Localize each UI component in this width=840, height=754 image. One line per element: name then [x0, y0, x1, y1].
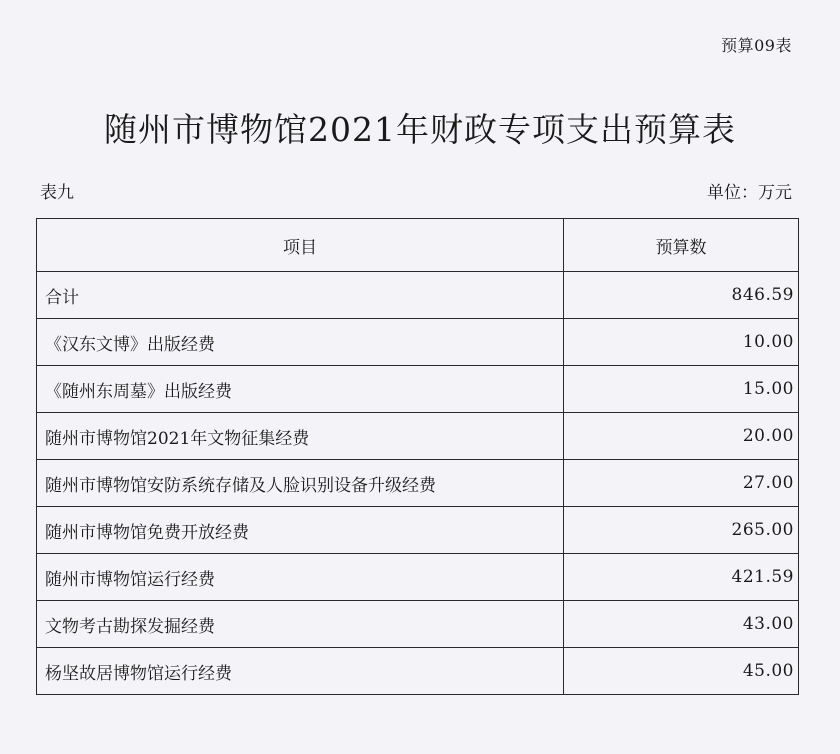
row-amount: 10.00: [564, 319, 799, 366]
budget-table: [36, 218, 799, 695]
row-amount: 45.00: [564, 648, 799, 695]
row-amount: 265.00: [564, 507, 799, 554]
row-item: 《随州东周墓》出版经费: [37, 366, 564, 413]
table-row-total: [37, 272, 799, 319]
row-amount: 43.00: [564, 601, 799, 648]
table-row: [37, 319, 799, 366]
table-row: [37, 366, 799, 413]
row-amount: 421.59: [564, 554, 799, 601]
column-header-amount: 预算数: [564, 219, 799, 272]
row-item: 合计: [37, 272, 564, 319]
page-title: 随州市博物馆2021年财政专项支出预算表: [104, 110, 736, 150]
unit-label: 单位：万元: [707, 183, 792, 203]
row-item: 杨坚故居博物馆运行经费: [37, 648, 564, 695]
row-item: 随州市博物馆运行经费: [37, 554, 564, 601]
row-amount: 846.59: [564, 272, 799, 319]
table-header-row: [37, 219, 799, 272]
row-item: 文物考古勘探发掘经费: [37, 601, 564, 648]
row-item: 《汉东文博》出版经费: [37, 319, 564, 366]
row-item: 随州市博物馆2021年文物征集经费: [37, 413, 564, 460]
table-row: [37, 413, 799, 460]
row-item: 随州市博物馆免费开放经费: [37, 507, 564, 554]
form-number: 预算09表: [721, 36, 792, 55]
row-item: 随州市博物馆安防系统存储及人脸识别设备升级经费: [37, 460, 564, 507]
table-row: [37, 648, 799, 695]
table-row: [37, 460, 799, 507]
table-row: [37, 554, 799, 601]
row-amount: 20.00: [564, 413, 799, 460]
table-label: 表九: [40, 183, 74, 203]
row-amount: 15.00: [564, 366, 799, 413]
column-header-item: 项目: [37, 219, 564, 272]
row-amount: 27.00: [564, 460, 799, 507]
table-row: [37, 601, 799, 648]
table-row: [37, 507, 799, 554]
